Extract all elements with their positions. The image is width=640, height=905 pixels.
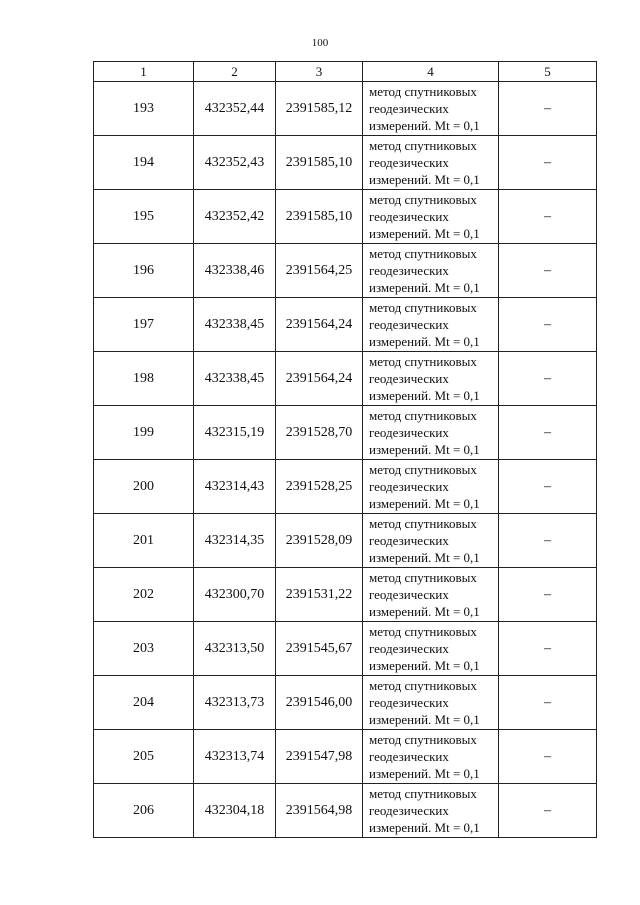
column-header-3: 3 (276, 62, 363, 82)
page-number: 100 (311, 37, 329, 49)
method-text-line: измерений. Mt = 0,1 (369, 604, 480, 619)
table-row (94, 82, 597, 136)
method-text-line: измерений. Mt = 0,1 (369, 442, 480, 457)
extra-cell: – (499, 568, 597, 622)
method-text-line: геодезических (369, 533, 449, 548)
method-text-line: измерений. Mt = 0,1 (369, 388, 480, 403)
coordinates-table (93, 61, 597, 838)
y-coordinate-cell: 2391585,12 (276, 82, 363, 136)
column-header-1: 1 (94, 62, 194, 82)
method-text-line: измерений. Mt = 0,1 (369, 226, 480, 241)
method-text-line: метод спутниковых (369, 192, 477, 207)
method-cell (363, 352, 499, 406)
method-text-line: геодезических (369, 209, 449, 224)
method-text-line: измерений. Mt = 0,1 (369, 712, 480, 727)
method-text-line: геодезических (369, 371, 449, 386)
x-coordinate-cell: 432313,73 (194, 676, 276, 730)
method-text-line: метод спутниковых (369, 138, 477, 153)
extra-cell: – (499, 82, 597, 136)
method-text-line: геодезических (369, 155, 449, 170)
method-text-line: метод спутниковых (369, 732, 477, 747)
x-coordinate-cell: 432338,46 (194, 244, 276, 298)
method-text-line: метод спутниковых (369, 246, 477, 261)
method-cell (363, 244, 499, 298)
x-coordinate-cell: 432313,74 (194, 730, 276, 784)
table-row (94, 352, 597, 406)
method-text-line: геодезических (369, 425, 449, 440)
point-number-cell: 200 (94, 460, 194, 514)
method-cell (363, 622, 499, 676)
method-text-line: измерений. Mt = 0,1 (369, 280, 480, 295)
y-coordinate-cell: 2391528,09 (276, 514, 363, 568)
column-header-5: 5 (499, 62, 597, 82)
x-coordinate-cell: 432338,45 (194, 298, 276, 352)
column-header-4: 4 (363, 62, 499, 82)
method-text-line: метод спутниковых (369, 786, 477, 801)
point-number-cell: 195 (94, 190, 194, 244)
table-row (94, 136, 597, 190)
method-text-line: метод спутниковых (369, 624, 477, 639)
table-row (94, 676, 597, 730)
x-coordinate-cell: 432315,19 (194, 406, 276, 460)
extra-cell: – (499, 298, 597, 352)
point-number-cell: 201 (94, 514, 194, 568)
y-coordinate-cell: 2391564,25 (276, 244, 363, 298)
method-text-line: измерений. Mt = 0,1 (369, 118, 480, 133)
extra-cell: – (499, 190, 597, 244)
table-row (94, 298, 597, 352)
y-coordinate-cell: 2391564,24 (276, 352, 363, 406)
method-text-line: геодезических (369, 263, 449, 278)
table-body (94, 82, 597, 838)
x-coordinate-cell: 432313,50 (194, 622, 276, 676)
y-coordinate-cell: 2391546,00 (276, 676, 363, 730)
table-row (94, 568, 597, 622)
x-coordinate-cell: 432300,70 (194, 568, 276, 622)
method-text-line: геодезических (369, 641, 449, 656)
method-text-line: метод спутниковых (369, 516, 477, 531)
table-row (94, 244, 597, 298)
method-cell (363, 82, 499, 136)
method-cell (363, 190, 499, 244)
point-number-cell: 193 (94, 82, 194, 136)
y-coordinate-cell: 2391545,67 (276, 622, 363, 676)
point-number-cell: 206 (94, 784, 194, 838)
point-number-cell: 199 (94, 406, 194, 460)
method-cell (363, 406, 499, 460)
point-number-cell: 198 (94, 352, 194, 406)
method-cell (363, 568, 499, 622)
point-number-cell: 205 (94, 730, 194, 784)
extra-cell: – (499, 622, 597, 676)
point-number-cell: 196 (94, 244, 194, 298)
method-text-line: геодезических (369, 749, 449, 764)
method-text-line: измерений. Mt = 0,1 (369, 550, 480, 565)
y-coordinate-cell: 2391564,98 (276, 784, 363, 838)
y-coordinate-cell: 2391585,10 (276, 136, 363, 190)
extra-cell: – (499, 136, 597, 190)
y-coordinate-cell: 2391564,24 (276, 298, 363, 352)
method-text-line: метод спутниковых (369, 678, 477, 693)
method-text-line: измерений. Mt = 0,1 (369, 496, 480, 511)
extra-cell: – (499, 784, 597, 838)
table-row (94, 622, 597, 676)
method-text-line: измерений. Mt = 0,1 (369, 766, 480, 781)
table-row (94, 784, 597, 838)
x-coordinate-cell: 432338,45 (194, 352, 276, 406)
x-coordinate-cell: 432314,35 (194, 514, 276, 568)
method-text-line: геодезических (369, 317, 449, 332)
method-cell (363, 730, 499, 784)
extra-cell: – (499, 514, 597, 568)
table-row (94, 406, 597, 460)
table-row (94, 514, 597, 568)
table-header-row (94, 62, 597, 82)
extra-cell: – (499, 730, 597, 784)
extra-cell: – (499, 676, 597, 730)
method-text-line: метод спутниковых (369, 300, 477, 315)
table-row (94, 460, 597, 514)
extra-cell: – (499, 352, 597, 406)
x-coordinate-cell: 432352,42 (194, 190, 276, 244)
y-coordinate-cell: 2391547,98 (276, 730, 363, 784)
method-text-line: геодезических (369, 101, 449, 116)
x-coordinate-cell: 432352,43 (194, 136, 276, 190)
method-text-line: метод спутниковых (369, 408, 477, 423)
method-text-line: метод спутниковых (369, 84, 477, 99)
method-cell (363, 676, 499, 730)
point-number-cell: 204 (94, 676, 194, 730)
point-number-cell: 203 (94, 622, 194, 676)
y-coordinate-cell: 2391528,25 (276, 460, 363, 514)
x-coordinate-cell: 432352,44 (194, 82, 276, 136)
method-text-line: измерений. Mt = 0,1 (369, 172, 480, 187)
x-coordinate-cell: 432314,43 (194, 460, 276, 514)
column-header-2: 2 (194, 62, 276, 82)
method-text-line: геодезических (369, 587, 449, 602)
method-cell (363, 298, 499, 352)
extra-cell: – (499, 460, 597, 514)
table-row (94, 730, 597, 784)
method-cell (363, 136, 499, 190)
point-number-cell: 197 (94, 298, 194, 352)
method-text-line: метод спутниковых (369, 354, 477, 369)
point-number-cell: 194 (94, 136, 194, 190)
y-coordinate-cell: 2391528,70 (276, 406, 363, 460)
method-text-line: геодезических (369, 479, 449, 494)
method-text-line: геодезических (369, 695, 449, 710)
method-cell (363, 784, 499, 838)
method-text-line: метод спутниковых (369, 462, 477, 477)
method-text-line: измерений. Mt = 0,1 (369, 820, 480, 835)
y-coordinate-cell: 2391531,22 (276, 568, 363, 622)
point-number-cell: 202 (94, 568, 194, 622)
y-coordinate-cell: 2391585,10 (276, 190, 363, 244)
method-cell (363, 460, 499, 514)
method-text-line: геодезических (369, 803, 449, 818)
x-coordinate-cell: 432304,18 (194, 784, 276, 838)
method-text-line: измерений. Mt = 0,1 (369, 658, 480, 673)
extra-cell: – (499, 406, 597, 460)
table-row (94, 190, 597, 244)
method-text-line: метод спутниковых (369, 570, 477, 585)
method-cell (363, 514, 499, 568)
method-text-line: измерений. Mt = 0,1 (369, 334, 480, 349)
extra-cell: – (499, 244, 597, 298)
